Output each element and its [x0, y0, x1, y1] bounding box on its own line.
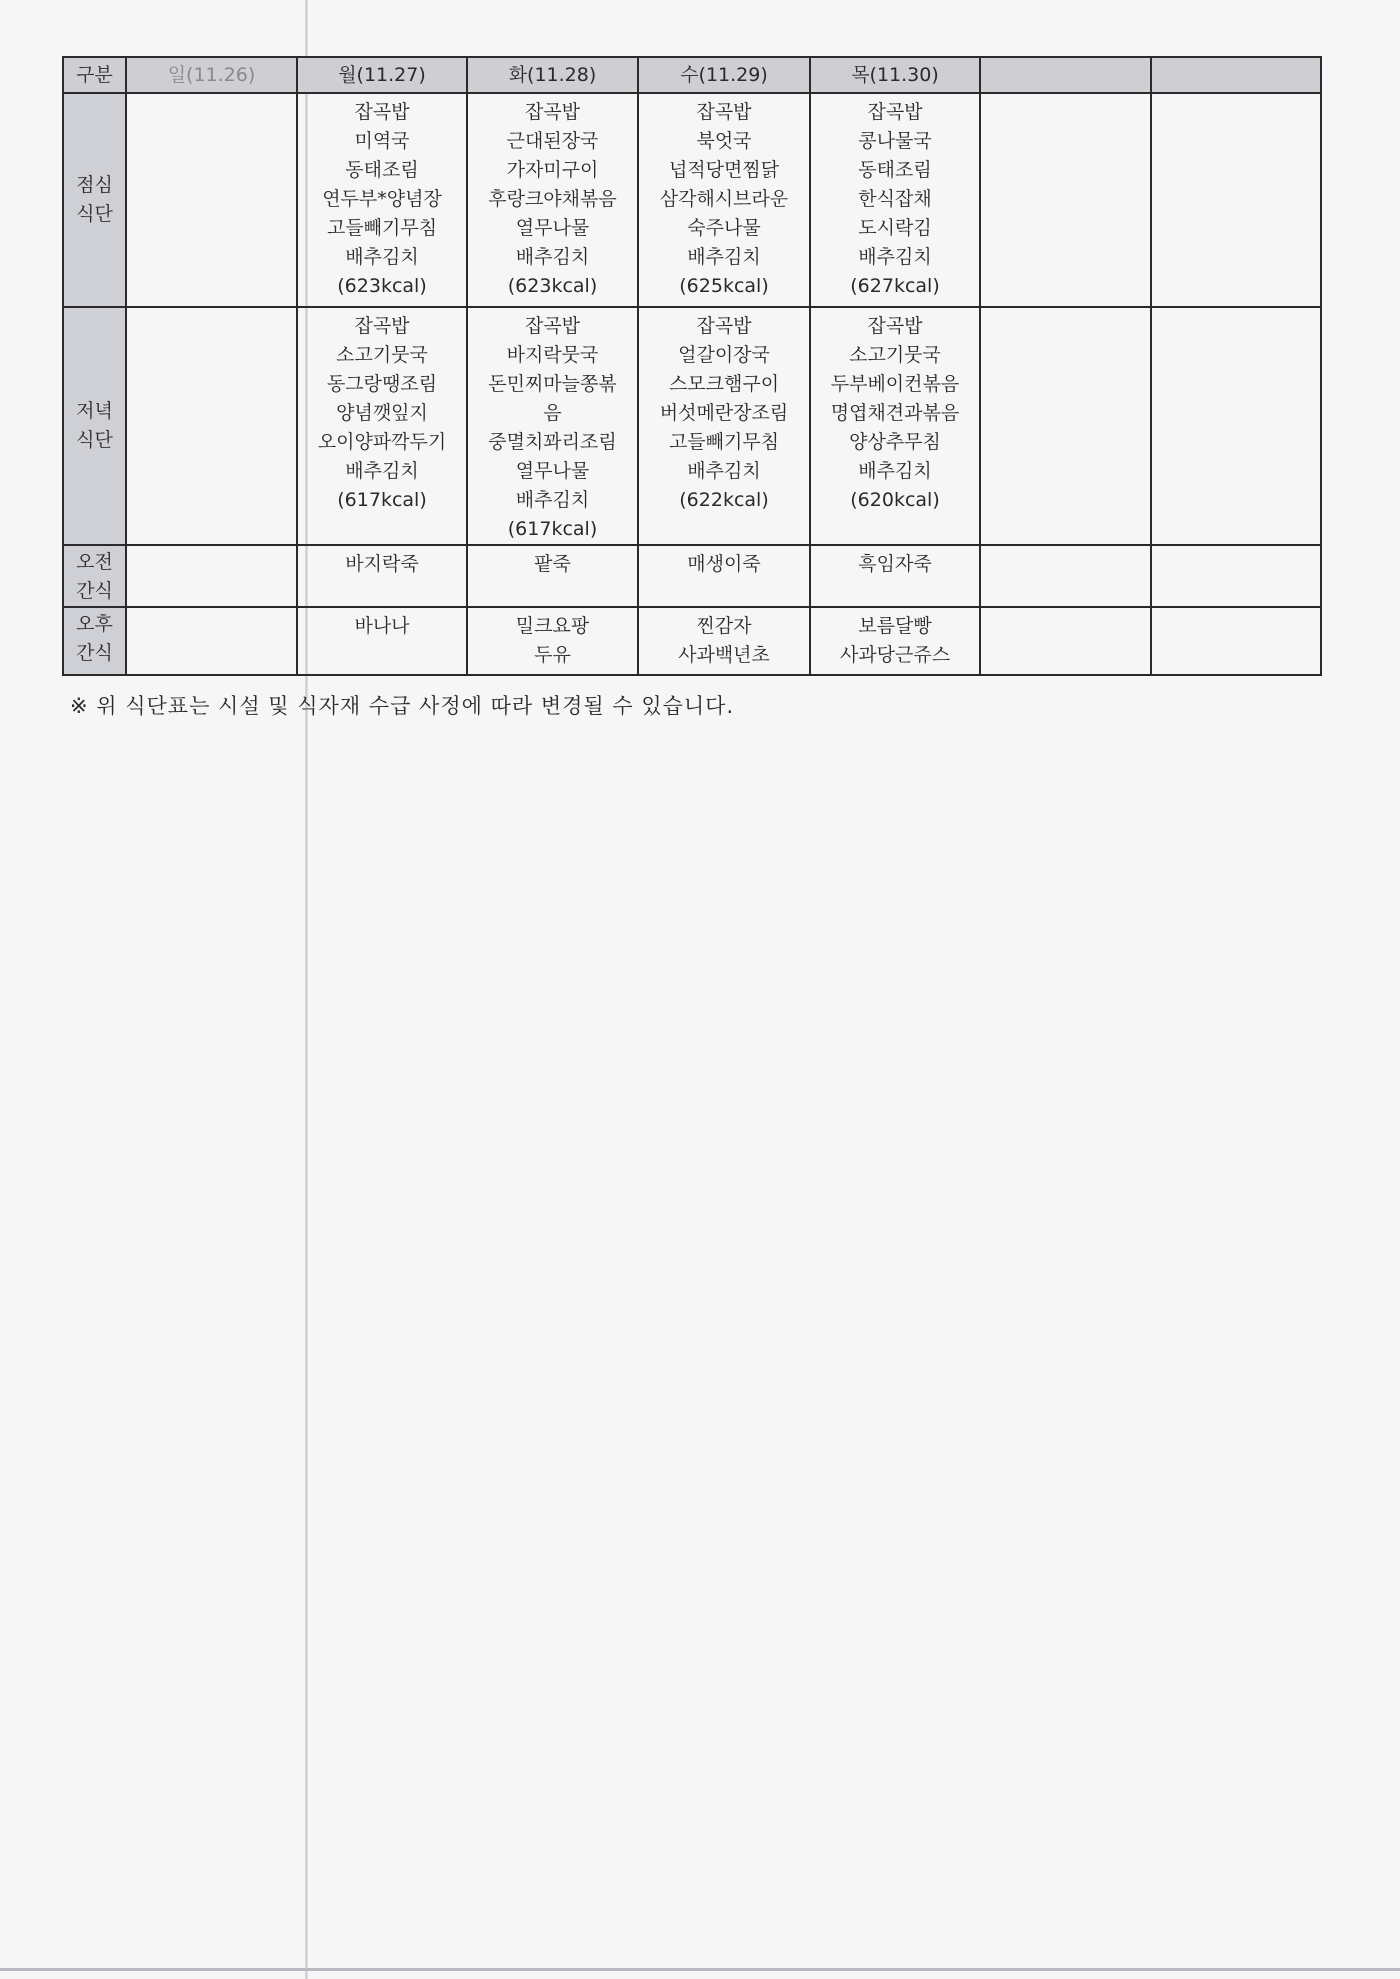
menu-item: 흑임자죽 [858, 553, 932, 575]
menu-item: (623kcal) [337, 275, 427, 297]
menu-cell [467, 607, 638, 675]
menu-cell [126, 93, 297, 307]
header-row [63, 57, 1321, 93]
menu-item: 팥죽 [534, 553, 571, 575]
menu-cell [638, 93, 810, 307]
row-label-text: 식단 [76, 203, 113, 225]
menu-cell [467, 307, 638, 545]
menu-cell [980, 607, 1151, 675]
row-label-text: 간식 [76, 580, 113, 602]
footnote: ※ 위 식단표는 시설 및 식자재 수급 사정에 따라 변경될 수 있습니다. [70, 694, 735, 718]
menu-item: 밀크요팡 [515, 615, 590, 637]
row-label [63, 93, 126, 307]
menu-item: 보름달빵 [858, 615, 932, 637]
menu-cell [810, 545, 980, 607]
header-day: 목(11.30) [810, 57, 980, 93]
row-label [63, 307, 126, 545]
menu-item: 돈민찌마늘쫑볶 [488, 373, 617, 395]
menu-item: 열무나물 [515, 460, 590, 482]
menu-cell [297, 307, 467, 545]
menu-cell [980, 545, 1151, 607]
menu-item: 배추김치 [345, 246, 419, 268]
menu-item: 후랑크야채볶음 [488, 188, 617, 210]
menu-item: 두유 [534, 644, 571, 666]
menu-item: 배추김치 [858, 460, 932, 482]
menu-item: 음 [543, 402, 562, 424]
menu-cell [980, 307, 1151, 545]
menu-item: (617kcal) [337, 489, 427, 511]
menu-cell [1151, 545, 1321, 607]
menu-item: 버섯메란장조림 [659, 402, 789, 424]
header-day: 화(11.28) [467, 57, 638, 93]
menu-item: 배추김치 [687, 246, 761, 268]
header-day [980, 57, 1151, 93]
header-day: 수(11.29) [638, 57, 810, 93]
header-day [1151, 57, 1321, 93]
menu-cell [126, 545, 297, 607]
menu-item: 바지락뭇국 [506, 344, 599, 366]
menu-item: 배추김치 [515, 489, 590, 511]
menu-item: 배추김치 [515, 246, 590, 268]
menu-item: 연두부*양념장 [322, 188, 442, 210]
row-lunch [63, 93, 1321, 307]
menu-item: 근대된장국 [506, 130, 599, 152]
row-pm [63, 607, 1321, 675]
menu-item: 중멸치꽈리조림 [488, 431, 617, 453]
menu-item: 고들빼기무침 [326, 217, 438, 239]
menu-item: (627kcal) [850, 275, 940, 297]
menu-cell [467, 545, 638, 607]
row-label-text: 오후 [76, 613, 113, 635]
menu-item: 배추김치 [687, 460, 761, 482]
menu-cell [126, 607, 297, 675]
menu-item: 소고기뭇국 [849, 344, 941, 366]
menu-item: 한식잡채 [858, 188, 932, 210]
header-category: 구분 [63, 57, 126, 93]
menu-cell [297, 545, 467, 607]
row-label-text: 점심 [76, 174, 113, 196]
menu-item: 잡곡밥 [696, 315, 752, 337]
menu-item: 잡곡밥 [867, 101, 923, 123]
menu-item: 잡곡밥 [696, 101, 752, 123]
menu-cell [810, 93, 980, 307]
menu-item: 도시락김 [858, 217, 932, 239]
menu-item: (623kcal) [507, 275, 598, 297]
row-am [63, 545, 1321, 607]
menu-item: 소고기뭇국 [336, 344, 428, 366]
menu-cell [638, 545, 810, 607]
menu-item: 넙적당면찜닭 [668, 159, 780, 181]
menu-cell [297, 93, 467, 307]
row-label-text: 식단 [76, 429, 113, 451]
menu-item: (625kcal) [679, 275, 769, 297]
menu-item: 배추김치 [858, 246, 932, 268]
menu-item: 오이양파깍두기 [317, 431, 447, 453]
menu-item: 동그랑땡조림 [326, 373, 438, 395]
menu-cell [1151, 93, 1321, 307]
menu-item: 동태조림 [858, 159, 932, 181]
menu-item: 찐감자 [696, 615, 752, 637]
menu-cell [1151, 307, 1321, 545]
scan-bottom-edge [0, 1968, 1400, 1971]
menu-cell [126, 307, 297, 545]
menu-cell [1151, 607, 1321, 675]
header-day: 일(11.26) [126, 57, 297, 93]
menu-item: 미역국 [354, 130, 410, 152]
menu-item: 바나나 [354, 615, 410, 637]
menu-item: 잡곡밥 [354, 315, 410, 337]
menu-item: 두부베이컨볶음 [830, 373, 960, 395]
menu-cell [980, 93, 1151, 307]
menu-item: 북엇국 [696, 130, 752, 152]
menu-item: 삼각해시브라운 [659, 188, 789, 210]
menu-item: (620kcal) [850, 489, 940, 511]
menu-item: 배추김치 [345, 460, 419, 482]
menu-item: 열무나물 [515, 217, 590, 239]
row-label-text: 오전 [76, 551, 113, 573]
row-label [63, 607, 126, 675]
menu-cell [467, 93, 638, 307]
menu-cell [810, 607, 980, 675]
menu-item: 바지락죽 [345, 553, 419, 575]
menu-item: 가자미구이 [506, 159, 599, 181]
menu-cell [297, 607, 467, 675]
menu-cell [638, 307, 810, 545]
meal-plan-table [62, 56, 1322, 676]
row-label-text: 저녁 [76, 400, 113, 422]
menu-cell [638, 607, 810, 675]
menu-item: 콩나물국 [858, 130, 932, 152]
menu-cell [810, 307, 980, 545]
menu-item: 잡곡밥 [524, 315, 581, 337]
menu-item: 얼갈이장국 [678, 344, 770, 366]
row-label-text: 간식 [76, 642, 113, 664]
menu-item: 스모크햄구이 [668, 373, 780, 395]
menu-item: (622kcal) [679, 489, 769, 511]
menu-item: 명엽채견과볶음 [830, 402, 960, 424]
menu-item: (617kcal) [507, 518, 598, 540]
menu-item: 매생이죽 [687, 553, 761, 575]
menu-item: 잡곡밥 [867, 315, 923, 337]
menu-item: 동태조림 [345, 159, 419, 181]
menu-item: 잡곡밥 [354, 101, 410, 123]
menu-item: 양념깻잎지 [336, 402, 428, 424]
menu-item: 고들빼기무침 [668, 431, 780, 453]
menu-item: 사과백년초 [678, 644, 770, 666]
menu-item: 잡곡밥 [524, 101, 581, 123]
row-dinner [63, 307, 1321, 545]
row-label [63, 545, 126, 607]
menu-item: 사과당근쥬스 [839, 644, 951, 666]
menu-item: 양상추무침 [849, 431, 941, 453]
menu-item: 숙주나물 [687, 217, 761, 239]
header-day: 월(11.27) [297, 57, 467, 93]
